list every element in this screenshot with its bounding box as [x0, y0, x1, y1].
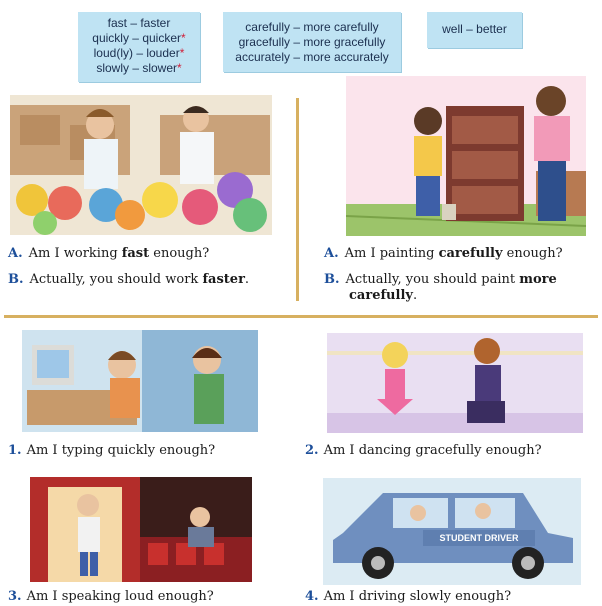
example-a-left: A. Am I working fast enough?	[8, 246, 210, 261]
student-driver-sign: STUDENT DRIVER	[439, 533, 519, 543]
example-b-left: B. Actually, you should work faster.	[8, 272, 250, 287]
example-b-right: B. Actually, you should paint more carefully.	[324, 272, 557, 303]
illustration-typing	[22, 330, 258, 432]
vocab-line: slowly – slower*	[96, 61, 182, 75]
exercise-3: 3. Am I speaking loud enough?	[8, 589, 214, 604]
illustration-car	[323, 478, 581, 585]
horizontal-divider	[4, 315, 598, 318]
vertical-divider	[296, 98, 299, 301]
exercise-4: 4. Am I driving slowly enough?	[305, 589, 512, 604]
vocab-line: fast – faster	[107, 16, 171, 30]
vocab-box-more	[223, 12, 401, 72]
illustration-theater	[30, 477, 252, 582]
illustration-painting	[346, 76, 586, 236]
vocab-box-irregular	[427, 12, 522, 48]
example-a-right: A. Am I painting carefully enough?	[324, 246, 563, 261]
vocab-line: carefully – more carefully	[245, 20, 379, 34]
vocab-line: loud(ly) – louder*	[93, 46, 185, 60]
vocab-line: quickly – quicker*	[92, 31, 186, 45]
vocab-box-comparatives	[78, 12, 200, 82]
illustration-dancing	[327, 333, 583, 433]
illustration-toy-factory	[10, 95, 272, 235]
exercise-2: 2. Am I dancing gracefully enough?	[305, 443, 542, 458]
vocab-line: accurately – more accurately	[235, 50, 389, 64]
vocab-line: gracefully – more gracefully	[238, 35, 386, 49]
exercise-1: 1. Am I typing quickly enough?	[8, 443, 216, 458]
vocab-line: well – better	[442, 22, 507, 36]
